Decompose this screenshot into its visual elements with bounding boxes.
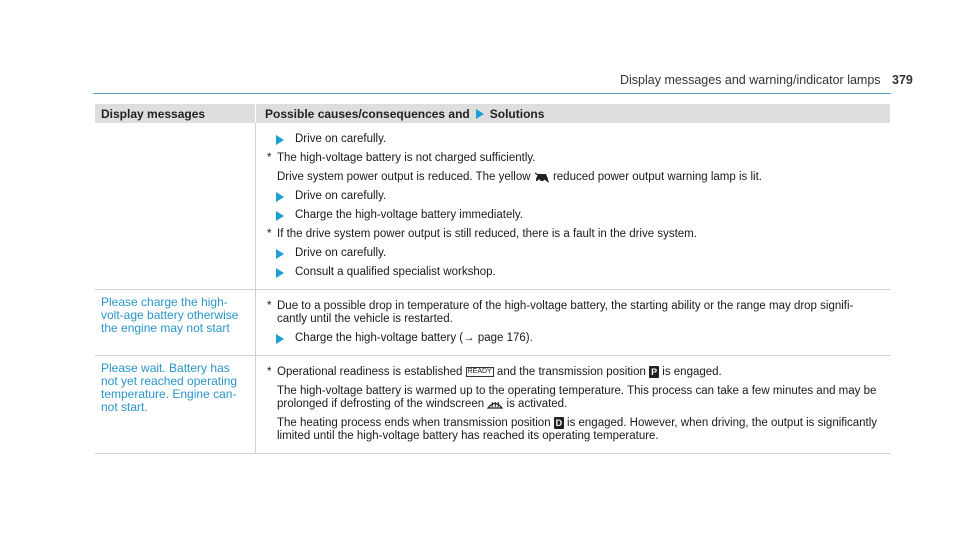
transmission-p-icon: P	[651, 367, 658, 378]
header-divider	[93, 93, 891, 94]
page-header	[620, 73, 913, 87]
list-item: Drive on carefully.	[267, 133, 882, 146]
transmission-d-icon: D	[555, 418, 563, 429]
table-row	[95, 290, 890, 356]
list-item: Drive on carefully.	[267, 190, 882, 203]
list-item: Charge the high-voltage battery (→ page 176).	[267, 332, 882, 345]
ready-icon: READY	[467, 368, 492, 376]
solution-cell	[256, 356, 890, 453]
column-header-solutions	[256, 104, 544, 123]
display-message: Please wait. Battery has not yet reached operating temperature. Engine can-not start.	[95, 356, 256, 453]
column-header-causes: Possible causes/consequences and	[265, 106, 470, 121]
table-row	[95, 356, 890, 454]
arrow-icon: →	[463, 332, 475, 345]
column-header-messages: Display messages	[95, 104, 256, 123]
table-header	[95, 104, 890, 123]
list-item: * The high-voltage battery is not charged sufficiently.	[267, 152, 882, 165]
list-item: * Operational readiness is established READY and the transmission position P is engaged.	[267, 366, 882, 379]
reduced-power-warning-icon	[534, 171, 550, 183]
messages-table	[95, 104, 890, 454]
solution-arrow-icon	[476, 109, 484, 119]
column-header-solutions-label: Solutions	[489, 106, 545, 121]
list-item: Charge the high-voltage battery immediately.	[267, 209, 882, 222]
windscreen-defrost-icon	[487, 398, 503, 410]
list-item: Consult a qualified specialist workshop.	[267, 266, 882, 279]
header-title: Display messages and warning/indicator lamps	[620, 73, 881, 87]
list-item: The heating process ends when transmission position D is engaged. However, when driving, the output is significantly limited until the high-voltage battery has reached its operating temperature.	[277, 417, 878, 443]
list-item: * Due to a possible drop in temperature of the high-voltage battery, the starting ability or the range may drop signifi-cantly until the vehicle is restarted.	[267, 300, 882, 326]
list-item: * If the drive system power output is still reduced, there is a fault in the drive system.	[267, 228, 882, 241]
list-item: Drive on carefully.	[267, 247, 882, 260]
solution-cell	[256, 123, 890, 289]
page-number: 379	[892, 73, 913, 87]
page-reference-link[interactable]: page 176).	[477, 332, 533, 345]
message-cell	[95, 123, 256, 289]
table-row	[95, 123, 890, 290]
display-message: Please charge the high-volt-age battery otherwise the engine may not start	[95, 290, 256, 355]
solution-cell	[256, 290, 890, 355]
list-item: Drive system power output is reduced. The yellow reduced power output warning lamp is lit.	[277, 171, 762, 184]
list-item: The high-voltage battery is warmed up to the operating temperature. This process can take a few minutes and may be prolonged if defrosting of the windscreen is activated.	[277, 385, 877, 411]
